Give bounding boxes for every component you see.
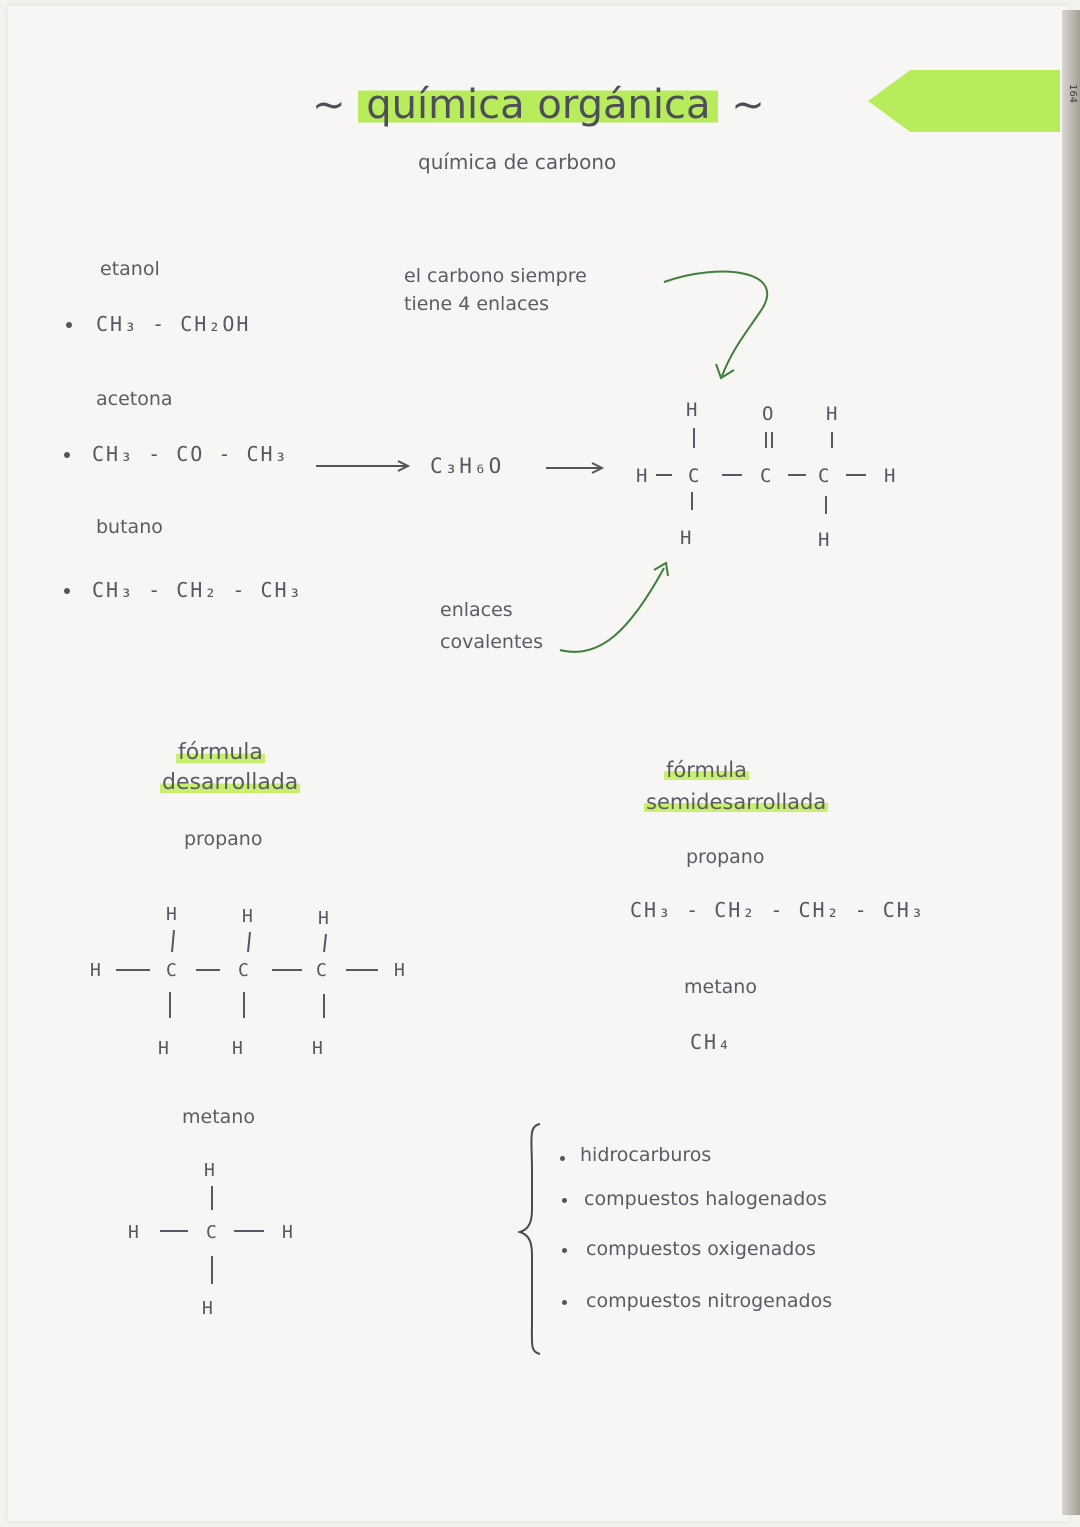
atom-o: O: [762, 403, 774, 425]
label-propano-semidev: propano: [686, 846, 765, 868]
atom-h: H: [826, 403, 838, 425]
bullet: [562, 1248, 567, 1253]
tilde-right: ~: [718, 82, 765, 128]
example-formula-acetona: CH₃ - CO - CH₃: [92, 442, 289, 466]
svg-text:H: H: [166, 904, 177, 925]
svg-text:C: C: [238, 960, 249, 981]
bullet: [562, 1300, 567, 1305]
atom-h: H: [818, 529, 830, 551]
atom-c: C: [688, 465, 700, 487]
example-name-butano: butano: [96, 516, 163, 538]
example-formula-etanol: CH₃ - CH₂OH: [96, 312, 251, 336]
svg-text:H: H: [242, 906, 253, 927]
svg-text:H: H: [202, 1298, 213, 1319]
bullet: [560, 1156, 565, 1161]
svg-text:H: H: [394, 960, 405, 981]
molecular-formula: C₃H₆O: [430, 454, 504, 478]
svg-text:H: H: [312, 1038, 323, 1059]
label-metano-semidev: metano: [684, 976, 757, 998]
svg-text:C: C: [316, 960, 327, 981]
formula-propano-semidev: CH₃ - CH₂ - CH₂ - CH₃: [630, 898, 925, 922]
svg-text:H: H: [128, 1222, 139, 1243]
tilde-left: ~: [312, 82, 359, 128]
svg-text:C: C: [206, 1222, 217, 1243]
bullet: [562, 1198, 567, 1203]
svg-text:H: H: [232, 1038, 243, 1059]
category-item: compuestos halogenados: [584, 1188, 827, 1210]
example-name-acetona: acetona: [96, 388, 173, 410]
heading-developed-line-1: fórmula: [178, 740, 263, 765]
heading-semidev-line-1: fórmula: [666, 758, 747, 782]
svg-text:H: H: [204, 1160, 215, 1181]
note-carbon-line-1: el carbono siempre: [404, 265, 587, 287]
formula-metano-semidev: CH₄: [690, 1030, 733, 1054]
page-number: 164: [1067, 84, 1078, 104]
atom-h: H: [680, 527, 692, 549]
example-name-etanol: etanol: [100, 258, 160, 280]
atom-h: H: [884, 465, 896, 487]
note-carbon-line-2: tiene 4 enlaces: [404, 293, 550, 315]
label-metano-developed: metano: [182, 1106, 255, 1128]
svg-text:H: H: [90, 960, 101, 981]
category-item: compuestos oxigenados: [586, 1238, 816, 1260]
svg-text:C: C: [166, 960, 177, 981]
note-bonds-line-1: enlaces: [440, 599, 513, 621]
page-subtitle: química de carbono: [418, 150, 617, 174]
svg-text:H: H: [158, 1038, 169, 1059]
category-item: compuestos nitrogenados: [586, 1290, 833, 1312]
atom-c: C: [760, 465, 772, 487]
note-bonds-line-2: covalentes: [440, 631, 544, 653]
label-propano-developed: propano: [184, 828, 263, 850]
example-formula-butano: CH₃ - CH₂ - CH₃: [92, 578, 303, 602]
atom-h: H: [636, 465, 648, 487]
svg-text:H: H: [282, 1222, 293, 1243]
svg-text:H: H: [318, 908, 329, 929]
heading-developed-line-2: desarrollada: [162, 770, 299, 795]
atom-h: H: [686, 399, 698, 421]
heading-semidev-line-2: semidesarrollada: [646, 790, 827, 814]
title-text: química orgánica: [358, 82, 718, 128]
atom-c: C: [818, 465, 830, 487]
category-item: hidrocarburos: [580, 1144, 712, 1166]
